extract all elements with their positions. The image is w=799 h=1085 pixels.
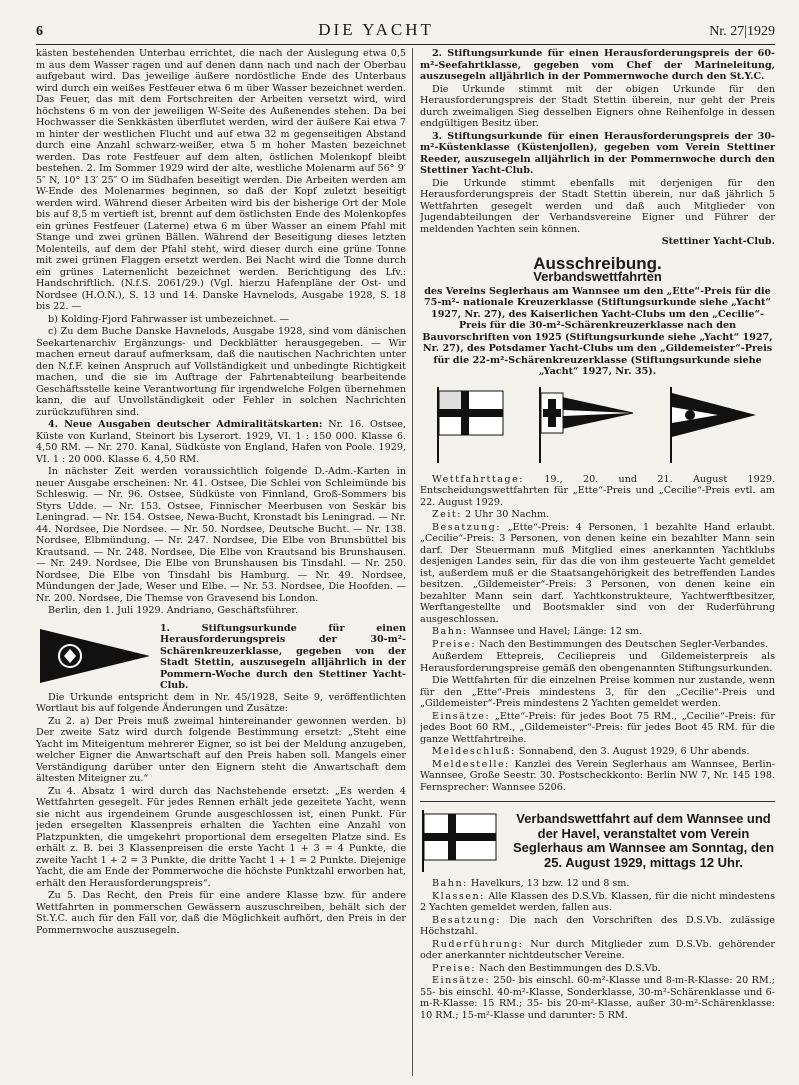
paragraph: Die Urkunde stimmt ebenfalls mit derjenigen für den Herausforderungspreis der Stadt Stettin überein, nur daß jährlich 5 Wettfahrten gesegelt werden und daß auch Mitglieder von Jugendabteilungen der Verbandsvereine Eigner und Führer der meldenden Yachten sein können. (420, 177, 775, 235)
detail-item: Klassen: Alle Klassen des D.S.Vb. Klassen, für die nicht mindestens 2 Yachten gemeldet werden, fallen aus. (420, 890, 775, 913)
detail-item: Außerdem Ettepreis, Ceciliepreis und Gildemeisterpreis als Herausforderungspreise gemäß den obengenannten Stiftungsurkunden. (420, 651, 775, 674)
signature-line: Berlin, den 1. Juli 1929. Andriano, Geschäftsführer. (48, 605, 298, 616)
section-charter-1 (36, 623, 406, 692)
paragraph: kästen bestehenden Unterbau errichtet, die nach der Auslegung etwa 0,5 m aus dem Wasser ragen und auf denen dann nach und nach der Oberbau aufgebaut wird. Das jeweilige äußere nordöstliche Ende des Unterbaus wird durch ein weißes Festfeuer etwa 6 m über Wasser bezeichnet werden. Das Feuer, das mit dem Fortschreiten der Arbeiten versetzt wird, wird höchstens 6 m von der jeweiligen W-Seite des Außenendes stehen. Da bei Hochwasser die Senkkästen überflutet werden, wird der äußere Kai etwa 7 m hinter der westlichen Flucht und auf etwa 32 m gegenseitigen Abstand durch eine Anzahl schwarz-weißer, etwa 5 m hoher Masten bezeichnet werden. Das rote Festfeuer auf dem alten, östlichen Molenkopf bleibt bestehen. 2. Im Sommer 1929 wird der alte, westliche Molenarm auf 56° 9′ 5″ N, 10° 13′ 25″ O im Südhafen beseitigt werden. Die Arbeiten werden am W-Ende des Molenarmes beginnen, so daß der Kopf zuletzt beseitigt werden wird. Während dieser Arbeiten wird bis der bisherige Ort der Mole bis auf 8,5 m vertieft ist, brennt auf dem östlichsten Ende des Molenkopfes ein grünes Festfeuer (Laterne) etwa 6 m über Wasser an einem Pfahl mit Stange und zwei grünen Bällen. Während der Beseitigung dieses letzten Molenteils, auf dem der Pfahl steht, wird dieser durch eine grüne Tonne mit zwei grünen Flaggen ersetzt werden. Bei Nacht wird die Tonne durch ein grünes Laternenlicht bezeichnet werden. Berichtigung des Lfv.: Handschriftlich. (N.f.S. 2061/29.) (Vgl. hierzu Hafenpläne der Ost- und Nordsee (H.O.N.), S. 13 und 14. Danske Havnelods, Ausgabe 1928, S. 18 bis 22. — (36, 48, 406, 312)
section-divider (420, 801, 775, 802)
club-pennant (36, 623, 154, 692)
section-heading: 3. Stiftungsurkunde für einen Herausforderungspreis der 30-m²-Küstenklasse (Küstenjollen), gegeben vom Verein Stettiner Reeder, auszusegeln alljährlich in der Pommernwoche durch den Stettiner Yacht-Club. (420, 130, 775, 176)
detail-item: Wettfahrttage: 19., 20. und 21. August 1929. Entscheidungswettfahrten für „Ette“-Preis und „Cecilie“-Preis evtl. am 22. August 1929. (420, 473, 775, 508)
column-divider (412, 48, 413, 1076)
wannsee-flag-icon (420, 808, 502, 874)
detail-item: Besatzung: „Ette“-Preis: 4 Personen, 1 bezahlte Hand erlaubt. „Cecilie“-Preis: 3 Personen, von denen keine ein bezahlter Mann sein darf. Der Steuermann muß Mitglied eines anerkannten Yachtklubs desjenigen Landes sein, für das die von ihm gesteuerte Yacht gemeldet ist, außerdem muß er die Staatsangehörigkeit des betreffenden Landes besitzen. „Gildemeister“-Preis: 3 Personen, von denen keine ein bezahlter Mann sein darf. Yachtkonstrukteure, Yachtwerftbesitzer, Werftangestellte und Bootsmakler sind von der Ruderführung ausgeschlossen. (420, 521, 775, 625)
paragraph: b) Kolding-Fjord Fahrwasser ist umbezeichnet. — (48, 313, 289, 325)
detail-item: Preise: Nach den Bestimmungen des D.S.Vb. (432, 962, 661, 974)
wannsee-flag-icon (435, 385, 507, 465)
detail-item: Preise: Nach den Bestimmungen des Deutschen Segler-Verbandes. (432, 638, 769, 650)
left-column (36, 48, 406, 937)
detail-item: Meldeschluß: Sonnabend, den 3. August 1929, 6 Uhr abends. (432, 746, 750, 757)
detail-item: Einsätze: 250- bis einschl. 60-m²-Klasse und 8-m-R-Klasse: 20 RM.; 55- bis einschl. 40-m²-Klasse, Sonderklasse, 30-m²-Schärenklasse und 6-m-R-Klasse: 15 RM.; 35- bis 20-m²-Klasse, außer 30-m²-Schärenklasse: 10 RM.; 15-m²-Klasse und darunter: 5 RM. (420, 975, 775, 1021)
detail-item: Einsätze: „Ette“-Preis: für jedes Boot 75 RM., „Cecilie“-Preis: für jedes Boot 60 RM., „Gildemeister“-Preis: für jedes Boot 45 RM. für die ganze Wettfahrtreihe. (420, 710, 775, 745)
section-heading: 1. Stiftungsurkunde für einen Herausforderungspreis der 30-m²-Schärenkreuzerklasse, gegeben von der Stadt Stettin, auszusegeln alljährlich in der Pommern-Woche durch den Stettiner Yacht-Club. (160, 622, 406, 691)
announcement-intro: des Vereins Seglerhaus am Wannsee um den „Ette“-Preis für die 75-m²- nationale Kreuzerklasse (Stiftungsurkunde siehe „Yacht“ 1927, Nr. 27), des Kaiserlichen Yacht-Clubs um den „Cecilie“-Preis für die 30-m²-Schärenkreuzerklasse nach den Bauvorschriften von 1925 (Stiftungsurkunde siehe „Yacht“ 1927, Nr. 27), des Potsdamer Yacht-Clubs um den „Gildemeister“-Preis für die 22-m²-Schärenkreuzerklasse (Stiftungsurkunde siehe „Yacht“ 1927, Nr. 35). (422, 285, 773, 377)
paragraph: 4. Neue Ausgaben deutscher Admiralitätskarten: Nr. 16. Ostsee, Küste von Kurland, Steinort bis Lyserort. 1929, VI. 1 : 150 000. Klasse 6. 4,50 RM. — Nr. 270. Kanal, Südküste von England, Hafen von Poole. 1929, VI. 1 : 20 000. Klasse 6. 4,50 RM. (36, 419, 406, 465)
journal-title: DIE YACHT (318, 20, 434, 39)
detail-item: Zeit: 2 Uhr 30 Nachm. (432, 509, 550, 520)
paragraph: In nächster Zeit werden voraussichtlich folgende D.-Adm.-Karten in neuer Ausgabe erscheinen: Nr. 41. Ostsee, Die Schlei von Schleimünde bis Schleswig. — Nr. 96. Ostsee, Südküste von Finnland, Groß-Sommers bis Styrs Udde. — Nr. 153. Ostsee, Finnischer Meerbusen von Seskär bis Leningrad. — Nr. 154. Ostsee, Newa-Bucht, Kronstadt bis Leningrad. — Nr. 44. Nordsee, Die Nordsee. — Nr. 50. Nordsee, Deutsche Bucht. — Nr. 138. Nordsee, Elbmündung. — Nr. 247. Nordsee, Die Elbe von Brunsbüttel bis Krautsand. — Nr. 248. Nordsee, Die Elbe von Krautsand bis Brunshausen. — Nr. 249. Nordsee, Die Elbe von Brunshausen bis Tinsdahl. — Nr. 250. Nordsee, Die Elbe von Tinsdahl bis Hamburg. — Nr. 49. Nordsee, Mündungen der Jade, Weser und Elbe. — Nr. 53. Nordsee, Die Hoofden. — Nr. 200. Nordsee, Die Themse von Gravesend bis London. (36, 466, 406, 604)
section-heading: 2. Stiftungsurkunde für einen Herausforderungspreis der 60-m²-Seefahrtklasse, gegeben vom Chef der Marineleitung, auszusegeln alljährlich in der Pommernwoche durch den St.Y.C. (420, 48, 775, 82)
event-1-details (420, 474, 775, 794)
page-number: 6 (36, 24, 43, 39)
event-2-details (420, 878, 775, 1021)
announcement-heading: Ausschreibung. (533, 253, 662, 273)
paragraph: c) Zu dem Buche Danske Havnelods, Ausgabe 1928, sind vom dänischen Seekartenarchiv Ergänzungs- und Deckblätter herausgegeben. — Wir machen erneut darauf aufmerksam, daß die nautischen Nachrichten unter den N.f.F. keinen Anspruch auf Vollständigkeit und unbedingte Richtigkeit machen, und die sie im Auftrage der Fahrtenabteilung bearbeitende Geschäftsstelle keine Verantwortung für irgendwelche Folgen übernehmen kann, die auf Unvollständigkeit oder Fehler in solchen Nachrichten zurückzuführen sind. (36, 326, 406, 418)
detail-item: Meldestelle: Kanzlei des Verein Seglerhaus am Wannsee, Berlin-Wannsee, Große Seestr. 30. Postscheckkonto: Berlin NW 7, Nr. 145 198. Fernsprecher: Wannsee 5206. (420, 758, 775, 793)
stettin-pennant-icon (36, 623, 154, 689)
potsdamer-yacht-club-pennant-icon (668, 385, 760, 465)
paragraph: Zu 4. Absatz 1 wird durch das Nachstehende ersetzt: „Es werden 4 Wettfahrten gesegelt. Für jedes Rennen erhält jede gezeitete Yacht, wenn sie nicht aus irgendeinem Grunde ausgeschlossen ist, einen Punkt. Für jeden ersegelten Klassenpreis erhalten die Yachten eine Anzahl von Platzpunkten, die umgekehrt proportional dem ersegelten Platze sind. Es erhält z. B. bei 3 Klassenpreisen die erste Yacht 1 + 3 = 4 Punkte, die zweite Yacht 1 + 2 = 3 Punkte, die dritte Yacht 1 + 1 = 2 Punkte. Diejenige Yacht, die am Ende der Pommerwoche die höchste Punktzahl erworben hat, erhält den Herausforderungspreis“. (36, 785, 406, 889)
paragraph: Die Urkunde entspricht dem in Nr. 45/1928, Seite 9, veröffentlichten Wortlaut bis auf folgende Änderungen und Zusätze: (36, 691, 406, 714)
kaiserlicher-yacht-club-flag-icon (537, 385, 637, 465)
detail-item: Ruderführung: Nur durch Mitglieder zum D.S.Vb. gehörender oder anerkannter nichtdeutscher Vereine. (420, 938, 775, 961)
event-2-title: Verbandswettfahrt auf dem Wannsee und der Havel, veranstaltet vom Verein Seglerhaus am Wannsee am Sonntag, den 25. August 1929, mittags 12 Uhr. (512, 811, 775, 870)
paragraph: Die Urkunde stimmt mit der obigen Urkunde für den Herausforderungspreis der Stadt Stettin überein, nur geht der Preis durch zweimaligen Sieg desselben Eigners ohne Reihenfolge in dessen endgültigen Besitz über. (420, 83, 775, 129)
club-flags (420, 382, 775, 468)
detail-item: Die Wettfahrten für die einzelnen Preise kommen nur zustande, wenn für den „Ette“-Preis mindestens 3, für den „Cecilie“-Preis und „Gildemeister“-Preis mindestens 2 Yachten gemeldet werden. (420, 675, 775, 709)
right-column (420, 48, 775, 1022)
detail-item: Besatzung: Die nach den Vorschriften des D.S.Vb. zulässige Höchstzahl. (420, 914, 775, 937)
paragraph-heading: 4. Neue Ausgaben deutscher Admiralitätskarten: (48, 419, 323, 430)
paragraph: Zu 2. a) Der Preis muß zweimal hintereinander gewonnen werden. b) Der zweite Satz wird durch folgende Bestimmung ersetzt: „Steht eine Yacht im Miteigentum mehrerer Eigner, so ist bei der Meldung anzugeben, welcher Eigner die Anwartschaft auf den Preis haben soll. Mangels einer Verständigung darüber unter den Eignern steht die Anwartschaft dem ältesten Miteigner zu.“ (36, 715, 406, 784)
issue-number: Nr. 27|1929 (709, 24, 775, 39)
announcement-subheading: Verbandswettfahrten (533, 269, 662, 284)
event-2-header (420, 808, 775, 874)
detail-item: Bahn: Havelkurs, 13 bzw. 12 und 8 sm. (432, 878, 630, 889)
detail-item: Bahn: Wannsee und Havel; Länge: 12 sm. (432, 626, 643, 637)
running-header (36, 20, 775, 45)
paragraph: Zu 5. Das Recht, den Preis für eine andere Klasse bzw. für andere Wettfahrten in pommerschen Gewässern auszuschreiben, behält sich der St.Y.C. auch für den Fall vor, daß die Möglichkeit aufhört, den Preis in der Pommernwoche auszusegeln. (36, 890, 406, 936)
signature-line: Stettiner Yacht-Club. (661, 236, 775, 247)
club-flag (420, 808, 506, 874)
